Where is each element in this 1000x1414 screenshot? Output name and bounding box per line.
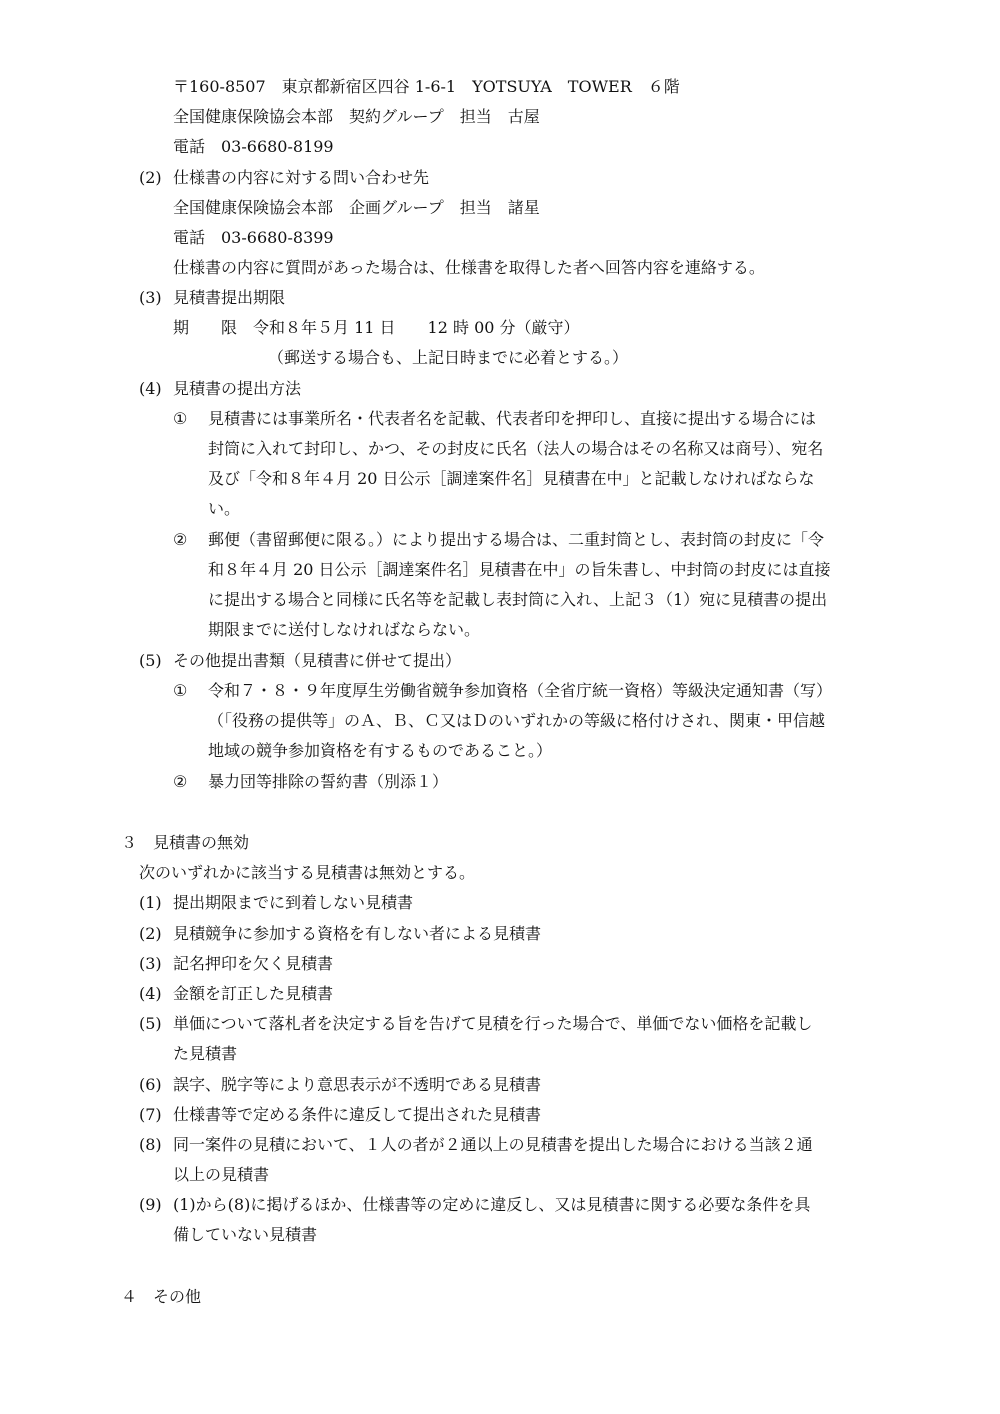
item-4-sub-1-line: い。 (208, 499, 241, 518)
invalid-item-text: 見積競争に参加する資格を有しない者による見積書 (173, 924, 542, 943)
item-4-sub-1-line: 封筒に入れて封印し、かつ、その封皮に氏名（法人の場合はその名称又は商号）、宛名 (208, 439, 824, 458)
invalid-item-number: (1) (139, 893, 162, 912)
invalid-item-number: (9) (139, 1195, 162, 1214)
invalid-item-number: (7) (139, 1105, 162, 1124)
item-2-title: 仕様書の内容に対する問い合わせ先 (173, 168, 430, 187)
item-5-sub-1-line: 地域の競争参加資格を有するものであること。） (208, 741, 553, 760)
item-3-deadline: 期 限 令和８年５月 11 日 12 時 00 分（厳守） (173, 318, 580, 337)
section-3-heading: ３ 見積書の無効 (121, 833, 250, 852)
item-4-number: (4) (139, 379, 162, 398)
item-3-number: (3) (139, 288, 162, 307)
invalid-item-text: 金額を訂正した見積書 (173, 984, 334, 1003)
invalid-item-text: 備していない見積書 (173, 1225, 318, 1244)
invalid-item-text: 提出期限までに到着しない見積書 (173, 893, 414, 912)
item-5-sub-2-mark: ② (173, 772, 188, 791)
item-3-title: 見積書提出期限 (173, 288, 286, 307)
invalid-item-number: (8) (139, 1135, 162, 1154)
item-2-note: 仕様書の内容に質問があった場合は、仕様書を取得した者へ回答内容を連絡する。 (173, 258, 765, 277)
item-2-office: 全国健康保険協会本部 企画グループ 担当 諸星 (173, 198, 540, 217)
invalid-item-text: 記名押印を欠く見積書 (173, 954, 334, 973)
invalid-item-number: (3) (139, 954, 162, 973)
item-4-sub-2-line: 期限までに送付しなければならない。 (208, 620, 481, 639)
invalid-item-text: 仕様書等で定める条件に違反して提出された見積書 (173, 1105, 542, 1124)
contact-office: 全国健康保険協会本部 契約グループ 担当 古屋 (173, 107, 540, 126)
section-3-intro: 次のいずれかに該当する見積書は無効とする。 (139, 863, 476, 882)
item-5-number: (5) (139, 651, 162, 670)
item-5-sub-1-line: 令和７・８・９年度厚生労働省競争参加資格（全省庁統一資格）等級決定通知書（写） (208, 681, 833, 700)
item-5-sub-1-mark: ① (173, 681, 188, 700)
contact-address: 〒160-8507 東京都新宿区四谷 1-6-1 YOTSUYA TOWER ６階 (173, 77, 680, 96)
invalid-item-number: (6) (139, 1075, 162, 1094)
item-2-number: (2) (139, 168, 162, 187)
item-4-sub-1-mark: ① (173, 409, 188, 428)
invalid-item-text: (1)から(8)に掲げるほか、仕様書等の定めに違反し、又は見積書に関する必要な条件を具 (173, 1195, 811, 1214)
invalid-item-text: 単価について落札者を決定する旨を告げて見積を行った場合で、単価でない価格を記載し (173, 1014, 813, 1033)
invalid-item-text: 誤字、脱字等により意思表示が不透明である見積書 (173, 1075, 542, 1094)
item-4-sub-1-line: 及び「令和８年４月 20 日公示［調達案件名］見積書在中」と記載しなければならな (208, 469, 815, 488)
item-3-note: （郵送する場合も、上記日時までに必着とする。） (268, 348, 629, 367)
item-4-sub-2-line: 郵便（書留郵便に限る。）により提出する場合は、二重封筒とし、表封筒の封皮に「令 (208, 530, 825, 549)
item-4-sub-2-mark: ② (173, 530, 188, 549)
item-5-sub-1-line: （「役務の提供等」のＡ、Ｂ、Ｃ又はＤのいずれかの等級に格付けされ、関東・甲信越 (208, 711, 825, 730)
item-5-title: その他提出書類（見積書に併せて提出） (173, 651, 462, 670)
invalid-item-text: 以上の見積書 (173, 1165, 270, 1184)
contact-phone: 電話 03-6680-8199 (173, 137, 334, 156)
invalid-item-number: (2) (139, 924, 162, 943)
invalid-item-text: 同一案件の見積において、１人の者が２通以上の見積書を提出した場合における当該２通 (173, 1135, 813, 1154)
item-2-phone: 電話 03-6680-8399 (173, 228, 334, 247)
item-4-title: 見積書の提出方法 (173, 379, 302, 398)
invalid-item-number: (5) (139, 1014, 162, 1033)
invalid-item-text: た見積書 (173, 1044, 238, 1063)
item-4-sub-1-line: 見積書には事業所名・代表者名を記載、代表者印を押印し、直接に提出する場合には (208, 409, 817, 428)
item-5-sub-2-line: 暴力団等排除の誓約書（別添１） (208, 772, 449, 791)
invalid-item-number: (4) (139, 984, 162, 1003)
section-4-heading: ４ その他 (121, 1287, 202, 1306)
item-4-sub-2-line: に提出する場合と同様に氏名等を記載し表封筒に入れ、上記３（1）宛に見積書の提出 (208, 590, 828, 609)
item-4-sub-2-line: 和８年４月 20 日公示［調達案件名］見積書在中」の旨朱書し、中封筒の封皮には直接 (208, 560, 831, 579)
